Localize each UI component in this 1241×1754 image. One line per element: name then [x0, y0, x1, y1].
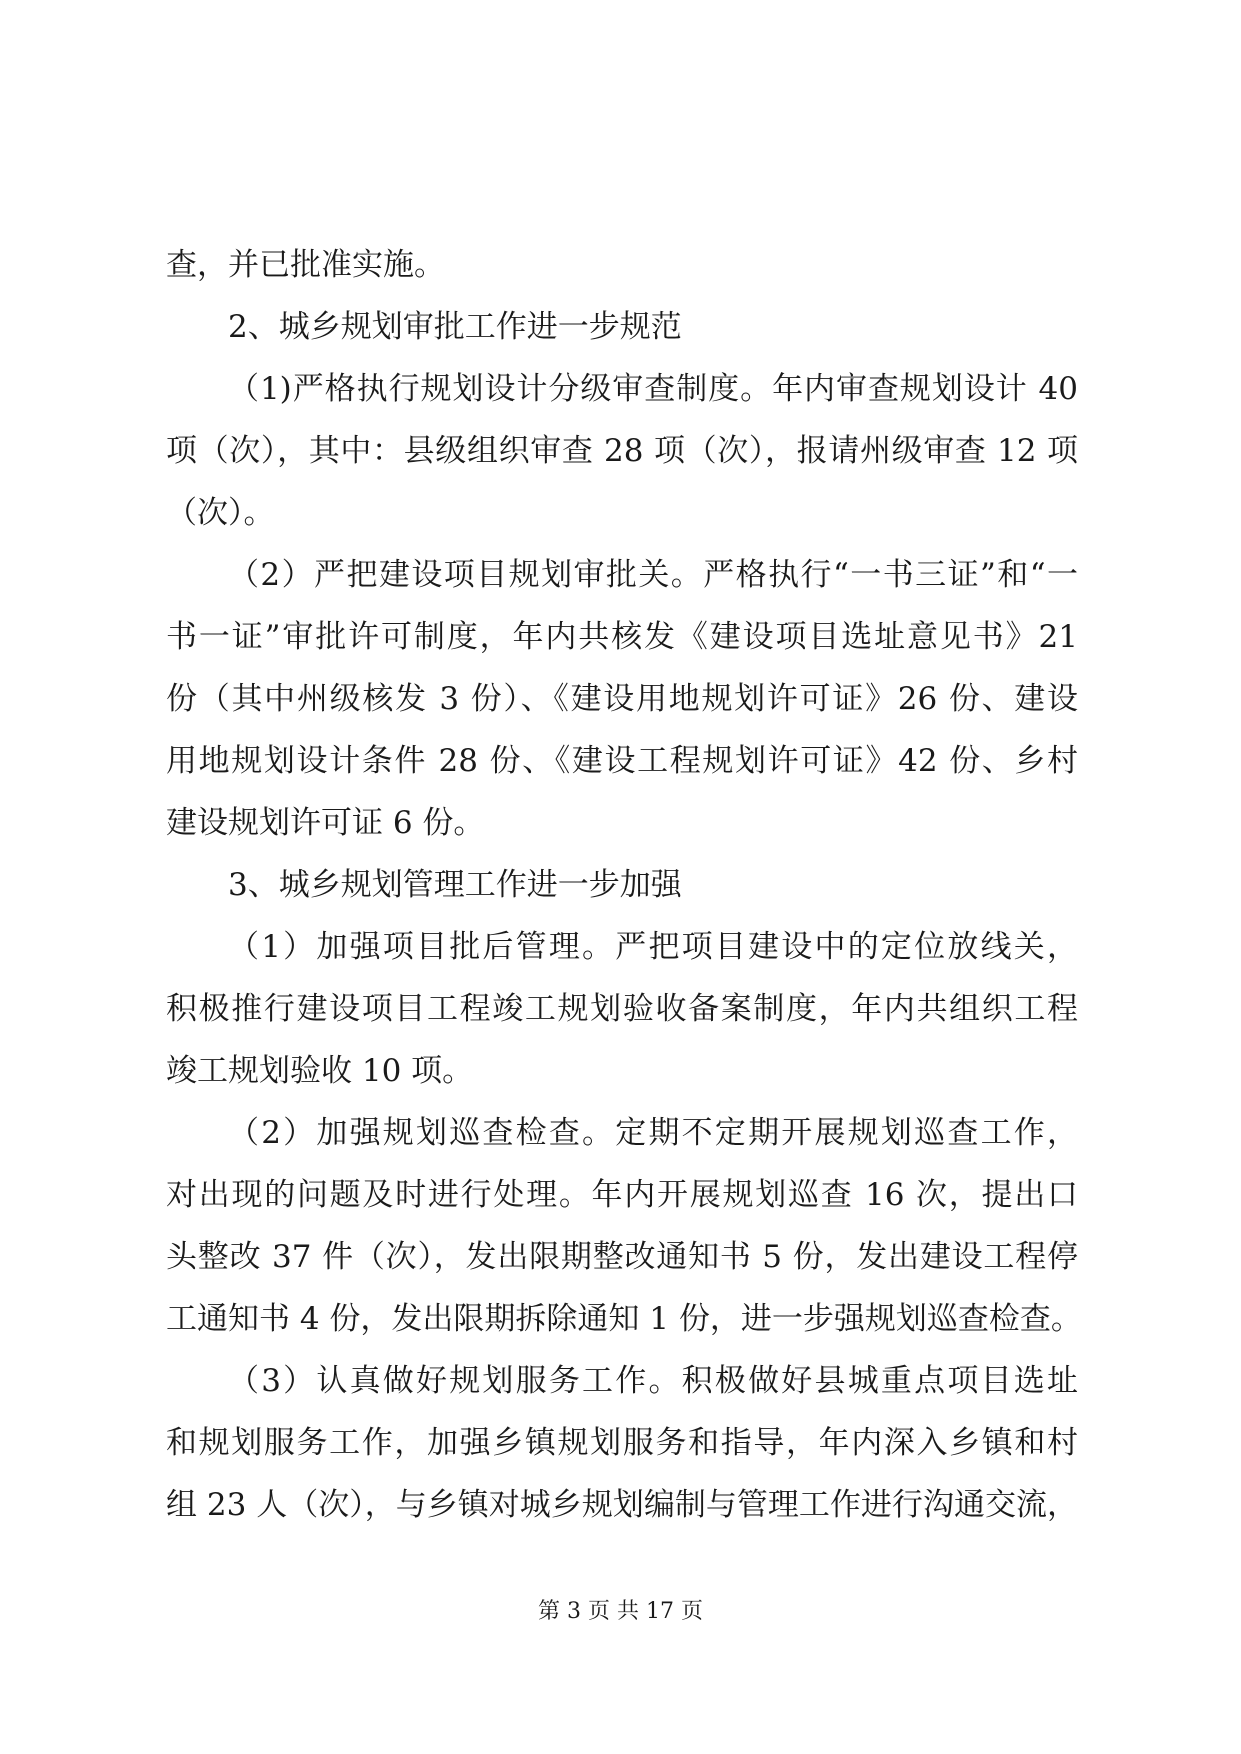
text-line: 3、城乡规划管理工作进一步加强 [228, 867, 682, 903]
body-text [166, 234, 1082, 1536]
text-line: 用地规划设计条件 28 份、《建设工程规划许可证》42 份、乡村 [166, 743, 1078, 779]
page-footer: 第 3 页 共 17 页 [538, 1599, 703, 1624]
text-line: 书一证”审批许可制度，年内共核发《建设项目选址意见书》21 [166, 619, 1078, 655]
text-line: 份（其中州级核发 3 份）、《建设用地规划许可证》26 份、建设 [166, 681, 1078, 717]
text-line: 积极推行建设项目工程竣工规划验收备案制度，年内共组织工程 [166, 991, 1078, 1027]
text-line: 竣工规划验收 10 项。 [166, 1053, 474, 1089]
text-line: （3）认真做好规划服务工作。积极做好县城重点项目选址 [228, 1363, 1078, 1399]
text-line: 查，并已批准实施。 [166, 247, 445, 283]
text-line: 对出现的问题及时进行处理。年内开展规划巡查 16 次，提出口 [166, 1177, 1078, 1213]
text-line: （1)严格执行规划设计分级审查制度。年内审查规划设计 40 [228, 371, 1078, 407]
text-line: 项（次），其中：县级组织审查 28 项（次），报请州级审查 12 项 [166, 433, 1078, 469]
text-line: （1）加强项目批后管理。严把项目建设中的定位放线关， [228, 929, 1078, 965]
text-line: （2）加强规划巡查检查。定期不定期开展规划巡查工作， [228, 1115, 1078, 1151]
text-line: （2）严把建设项目规划审批关。严格执行“一书三证”和“一 [228, 557, 1078, 593]
text-line: 2、城乡规划审批工作进一步规范 [228, 309, 682, 345]
text-line: 头整改 37 件（次），发出限期整改通知书 5 份，发出建设工程停 [166, 1239, 1078, 1275]
text-line: （次）。 [166, 495, 275, 531]
text-line: 建设规划许可证 6 份。 [166, 805, 485, 841]
text-line: 组 23 人（次），与乡镇对城乡规划编制与管理工作进行沟通交流， [166, 1487, 1078, 1523]
text-line: 工通知书 4 份，发出限期拆除通知 1 份，进一步强规划巡查检查。 [166, 1301, 1082, 1337]
text-line: 和规划服务工作，加强乡镇规划服务和指导，年内深入乡镇和村 [166, 1425, 1078, 1461]
